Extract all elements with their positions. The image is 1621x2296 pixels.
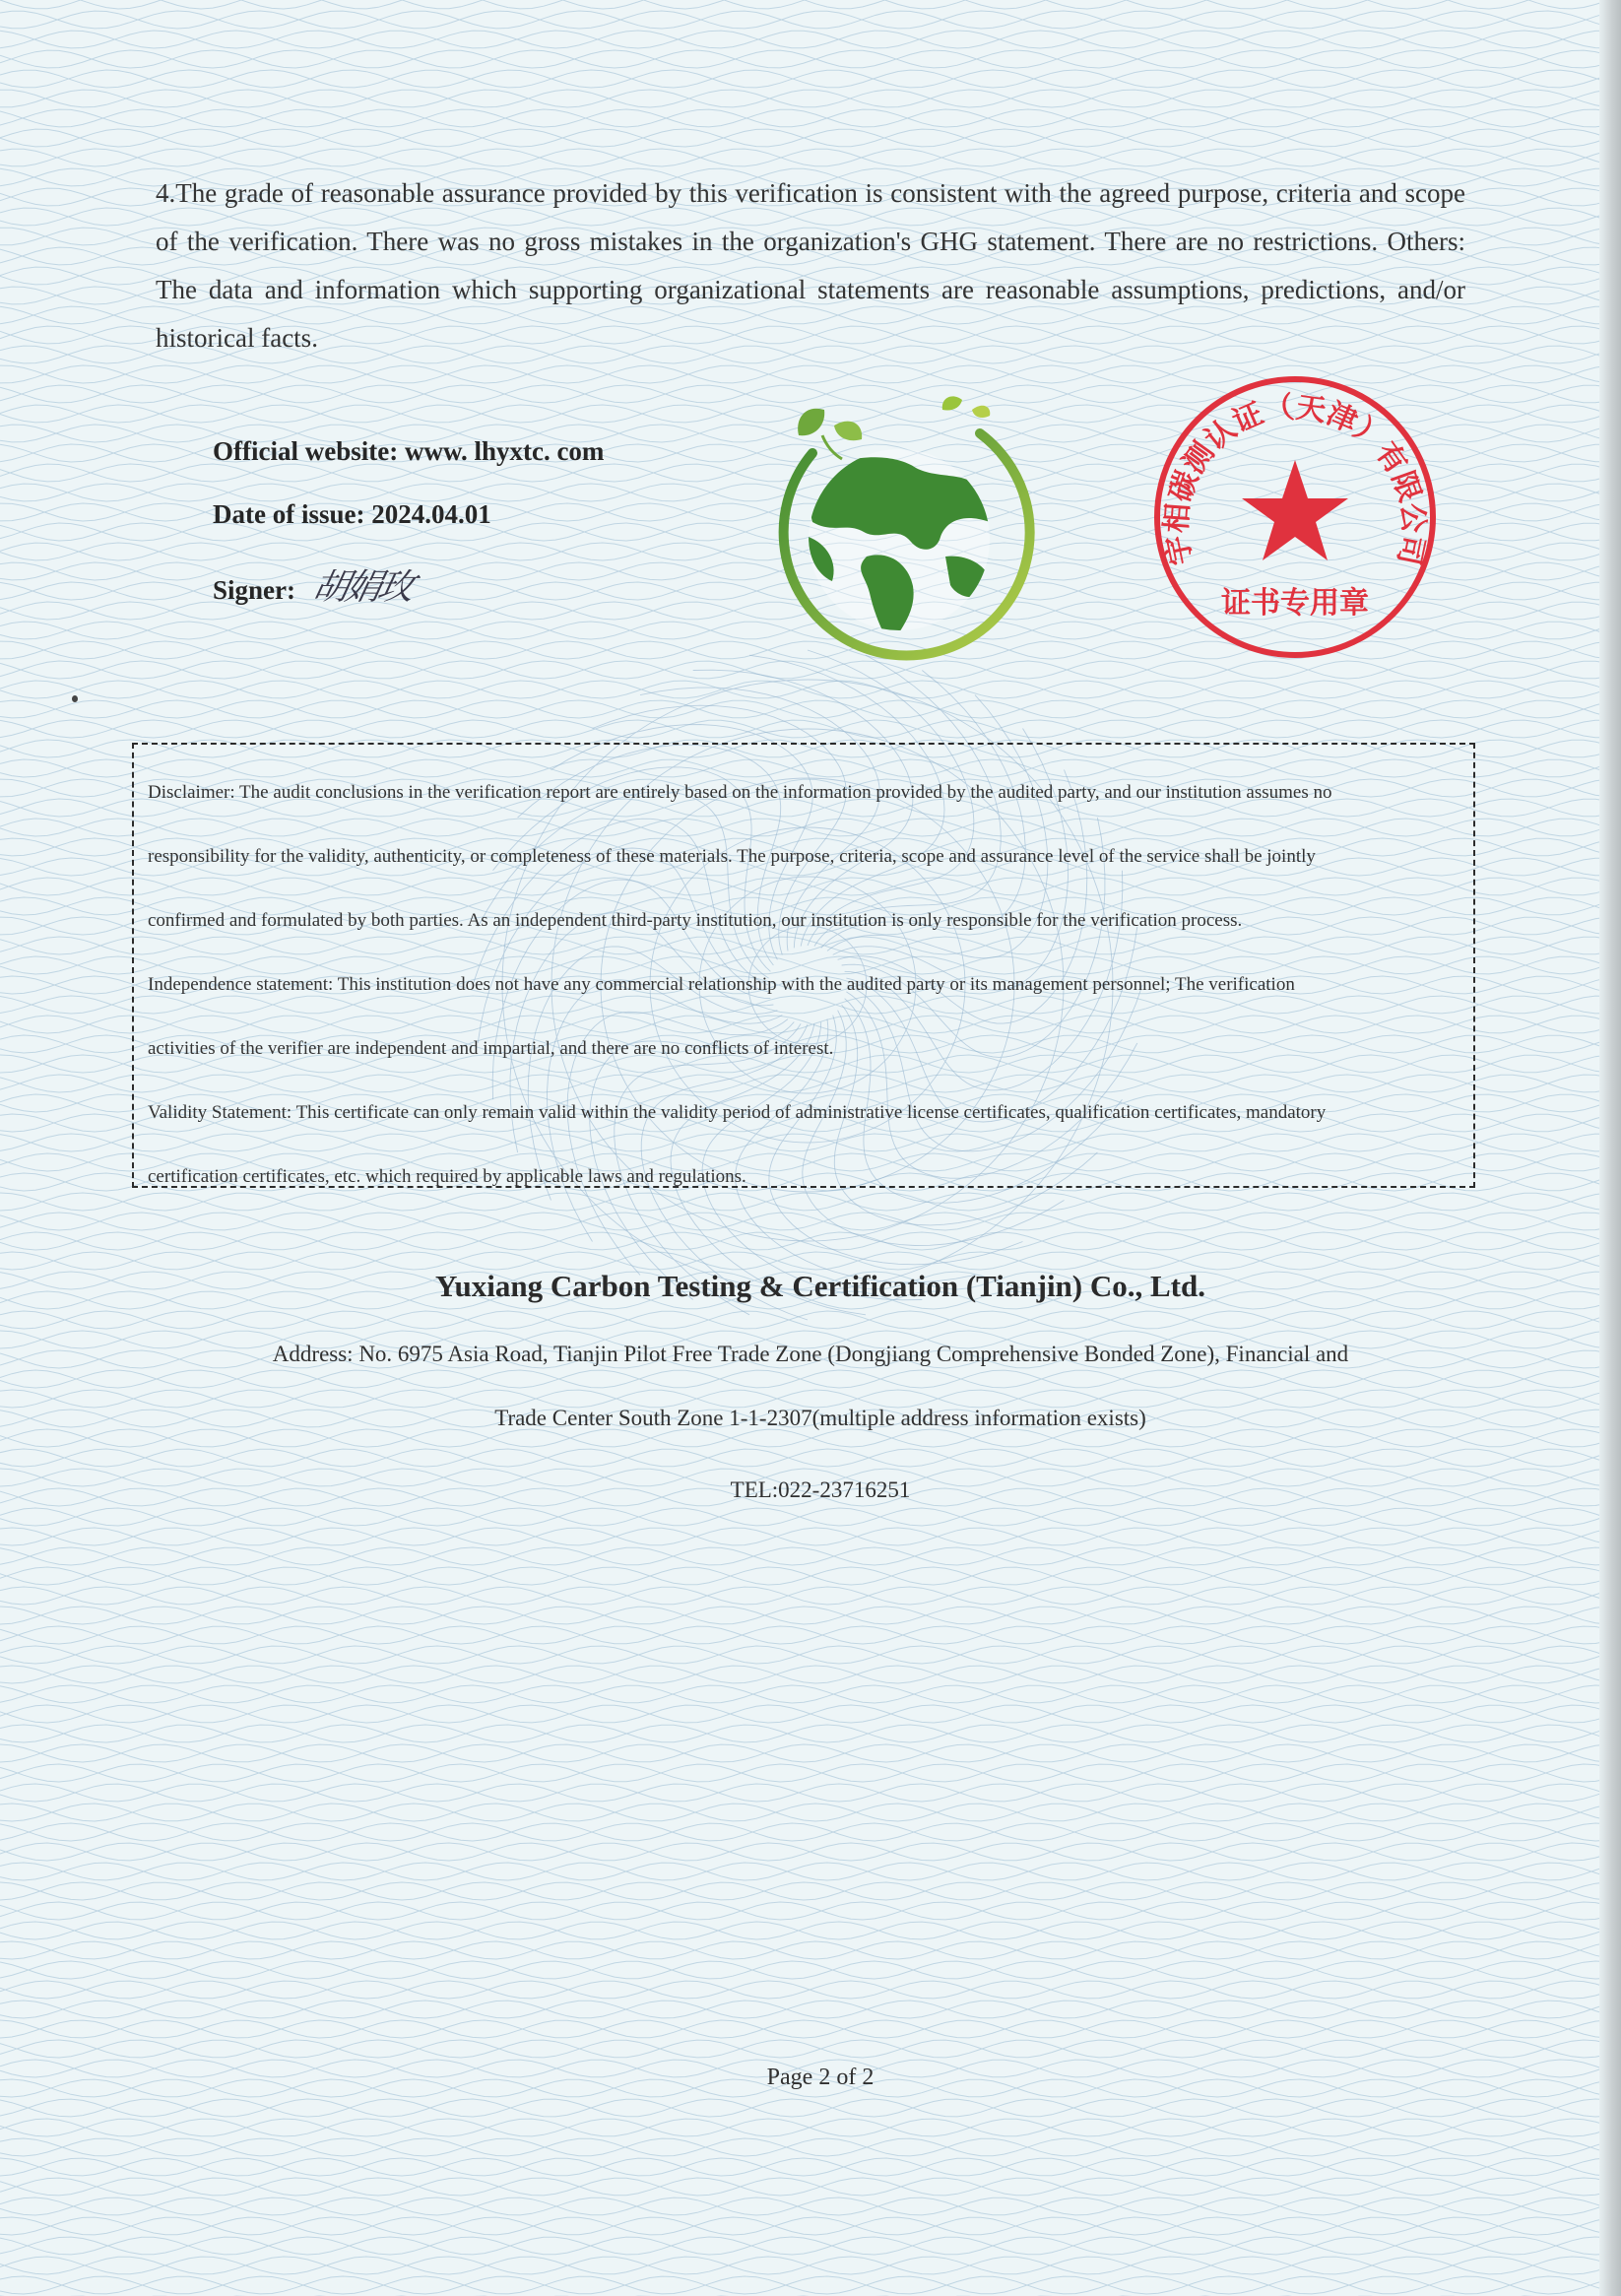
independence-line: activities of the verifier are independent and impartial, and there are no conflicts of interest. (148, 1038, 834, 1059)
scan-speck (72, 695, 78, 702)
seal-star-icon (1242, 460, 1348, 560)
date-of-issue: Date of issue: 2024.04.01 (213, 499, 491, 529)
telephone: TEL:022-23716251 (730, 1477, 911, 1502)
signer-row (213, 559, 416, 610)
disclaimer-box (132, 743, 1475, 1188)
disclaimer-line: confirmed and formulated by both parties. As an independent third-party institution, our institution is only responsible for the verification process. (148, 910, 1243, 931)
seal-ring-text: 宇相碳测认证（天津）有限公司 (1159, 390, 1431, 568)
disclaimer-line: responsibility for the validity, authenticity, or completeness of these materials. The purpose, criteria, scope and assurance level of the service shall be jointly (148, 846, 1316, 867)
address-line-2: Trade Center South Zone 1-1-2307(multiple address information exists) (494, 1406, 1146, 1430)
validity-line: certification certificates, etc. which required by applicable laws and regulations. (148, 1166, 746, 1187)
disclaimer-line: Disclaimer: The audit conclusions in the verification report are entirely based on the information provided by the audited party, and our institution assumes no (148, 782, 1332, 803)
statement-paragraph: 4.The grade of reasonable assurance provided by this verification is consistent with the agreed purpose, criteria and scope of the verification. There was no gross mistakes in the organization's GHG statement. There are no restrictions. Others: The data and information which supporting organizational statements are reasonable assumptions, predictions, and/or historical facts. (156, 178, 1465, 353)
validity-line: Validity Statement: This certificate can only remain valid within the validity period of administrative license certificates, qualification certificates, mandatory (148, 1102, 1327, 1123)
signer-signature: 胡娟玫 (308, 567, 416, 608)
earth-leaf-logo (744, 374, 1059, 689)
company-name: Yuxiang Carbon Testing & Certification (Tianjin) Co., Ltd. (435, 1269, 1205, 1303)
official-website: Official website: www. lhyxtc. com (213, 436, 605, 466)
official-certificate-seal (1147, 360, 1443, 675)
independence-line: Independence statement: This institution does not have any commercial relationship with the audited party or its management personnel; The verification (148, 974, 1295, 995)
seal-center-text: 证书专用章 (1221, 586, 1369, 621)
address-line-1: Address: No. 6975 Asia Road, Tianjin Pilot Free Trade Zone (Dongjiang Comprehensive Bonded Zone), Financial and (272, 1342, 1349, 1366)
signer-label: Signer: (213, 575, 295, 605)
page-number: Page 2 of 2 (766, 2065, 875, 2090)
